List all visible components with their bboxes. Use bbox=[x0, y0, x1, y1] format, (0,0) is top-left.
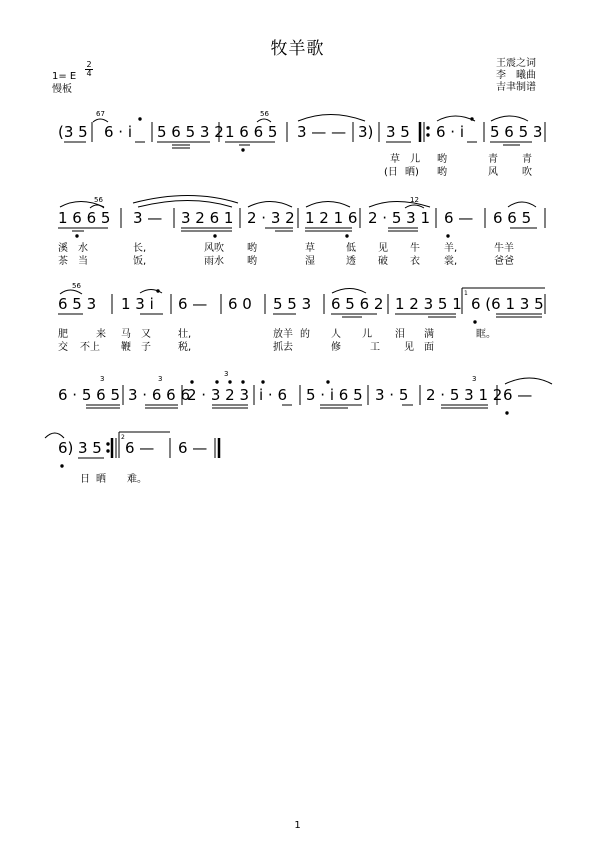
lyric-syllable: 抓去 bbox=[273, 342, 293, 353]
lyric-syllable: 马 bbox=[121, 329, 131, 340]
lyric-syllable: 低 bbox=[346, 243, 356, 254]
lyric-syllable: 饭, bbox=[133, 256, 147, 267]
svg-text:6 —: 6 — bbox=[178, 295, 208, 313]
lyric-syllable: 牛羊 bbox=[494, 243, 514, 254]
svg-text:3: 3 bbox=[100, 375, 105, 383]
lyric-syllable: 晒) bbox=[405, 167, 419, 178]
svg-text:3: 3 bbox=[472, 375, 477, 383]
svg-text:1 3 i: 1 3 i bbox=[121, 295, 154, 313]
svg-text:3 2 6 1: 3 2 6 1 bbox=[181, 209, 234, 227]
grace-note: 67 bbox=[96, 110, 105, 118]
lyric-syllable: 风吹 bbox=[204, 243, 224, 254]
lyric-syllable: 衣 bbox=[410, 256, 420, 267]
svg-text:6 —: 6 — bbox=[125, 439, 155, 457]
svg-text:3): 3) bbox=[358, 123, 374, 141]
score-line-5 bbox=[45, 432, 219, 467]
lyric-syllable: 羊, bbox=[444, 243, 458, 254]
lyric-syllable: 见 bbox=[404, 342, 414, 353]
svg-text:1 6 6 5: 1 6 6 5 bbox=[58, 209, 111, 227]
lyric-syllable: 来 bbox=[96, 329, 106, 340]
svg-text:2 · 5 3 1 2: 2 · 5 3 1 2 bbox=[426, 386, 503, 404]
svg-text:5 6 5 3: 5 6 5 3 bbox=[490, 123, 543, 141]
svg-text:1 6 6 5: 1 6 6 5 bbox=[225, 123, 278, 141]
lyricist: 王震之词 bbox=[496, 58, 536, 69]
svg-text:6): 6) bbox=[58, 439, 74, 457]
lyric-syllable: 裳, bbox=[444, 256, 458, 267]
svg-text:6 —: 6 — bbox=[178, 439, 208, 457]
lyric-syllable: 日 bbox=[80, 474, 90, 485]
svg-text:56: 56 bbox=[72, 282, 81, 290]
svg-text:2 · 5 3 1: 2 · 5 3 1 bbox=[368, 209, 431, 227]
lyric-syllable: 工 bbox=[370, 342, 380, 353]
svg-text:1: 1 bbox=[464, 290, 468, 297]
svg-text:2 · 3 2 3: 2 · 3 2 3 bbox=[187, 386, 250, 404]
svg-text:3 —: 3 — bbox=[133, 209, 163, 227]
svg-text:1 2 3 5 1: 1 2 3 5 1 bbox=[395, 295, 462, 313]
svg-text:3 5: 3 5 bbox=[386, 123, 410, 141]
svg-text:6 5 3: 6 5 3 bbox=[58, 295, 97, 313]
svg-text:5 6 5 3 2: 5 6 5 3 2 bbox=[157, 123, 224, 141]
lyric-syllable: 茶 bbox=[58, 256, 68, 267]
lyric-syllable: 长, bbox=[133, 243, 147, 254]
svg-text:6 · i: 6 · i bbox=[436, 123, 465, 141]
lyric-syllable: 吹 bbox=[522, 167, 532, 178]
lyric-syllable: 湿 bbox=[305, 256, 315, 267]
lyric-syllable: 面 bbox=[424, 342, 434, 353]
lyric-syllable: 鞭 bbox=[121, 342, 131, 353]
svg-text:56: 56 bbox=[260, 110, 269, 118]
svg-text:2 · 3 2: 2 · 3 2 bbox=[247, 209, 295, 227]
lyric-syllable: 哟 bbox=[247, 243, 257, 254]
lyric-syllable: 的 bbox=[300, 329, 310, 340]
svg-text:3 — —: 3 — — bbox=[297, 123, 347, 141]
lyric-syllable: 青 bbox=[522, 154, 532, 165]
svg-text:3 · 5: 3 · 5 bbox=[375, 386, 409, 404]
svg-text:3: 3 bbox=[224, 370, 229, 378]
score-line-1 bbox=[58, 110, 545, 151]
lyric-syllable: (日 bbox=[384, 167, 398, 178]
lyric-syllable: 不上 bbox=[80, 342, 100, 353]
lyric-syllable: 溪 bbox=[58, 243, 68, 254]
svg-text:6 · 5 6 5: 6 · 5 6 5 bbox=[58, 386, 121, 404]
composer: 李 曦曲 bbox=[496, 70, 536, 81]
lyric-syllable: 透 bbox=[346, 256, 356, 267]
lyric-syllable: 放羊 bbox=[273, 329, 293, 340]
lyric-syllable: 草 bbox=[305, 243, 315, 254]
svg-text:5 · i 6 5: 5 · i 6 5 bbox=[306, 386, 363, 404]
svg-text:6 (6 1 3 5: 6 (6 1 3 5 bbox=[471, 295, 544, 313]
lyric-syllable: 子 bbox=[141, 342, 151, 353]
svg-text:6 5 6 2: 6 5 6 2 bbox=[331, 295, 384, 313]
lyric-syllable: 当 bbox=[78, 256, 88, 267]
lyric-syllable: 爸爸 bbox=[494, 256, 514, 267]
lyric-syllable: 雨水 bbox=[204, 256, 224, 267]
lyric-syllable: 破 bbox=[378, 256, 388, 267]
lyric-syllable: 税, bbox=[178, 342, 192, 353]
svg-text:(3 5: (3 5 bbox=[58, 123, 88, 141]
lyric-syllable: 草 bbox=[390, 154, 400, 165]
score-line-4 bbox=[58, 370, 552, 414]
lyric-syllable: 满 bbox=[424, 329, 434, 340]
arranger: 吉聿制谱 bbox=[496, 82, 536, 93]
svg-text:5 5 3: 5 5 3 bbox=[273, 295, 312, 313]
svg-text:6 —: 6 — bbox=[503, 386, 533, 404]
lyric-syllable: 哟 bbox=[437, 167, 447, 178]
svg-text:56: 56 bbox=[94, 196, 103, 204]
lyric-syllable: 哟 bbox=[437, 154, 447, 165]
lyric-syllable: 见 bbox=[378, 243, 388, 254]
time-signature: $\frac{2}{4}$ bbox=[86, 60, 92, 78]
score-line-3 bbox=[58, 282, 545, 323]
lyric-syllable: 哟 bbox=[247, 256, 257, 267]
svg-text:1 2 1 6: 1 2 1 6 bbox=[305, 209, 358, 227]
lyric-syllable: 水 bbox=[78, 243, 88, 254]
svg-text:i · 6: i · 6 bbox=[259, 386, 288, 404]
lyric-syllable: 眶。 bbox=[476, 329, 496, 340]
svg-text:12: 12 bbox=[410, 196, 419, 204]
lyric-syllable: 儿 bbox=[362, 329, 372, 340]
svg-text:6 · i: 6 · i bbox=[104, 123, 133, 141]
svg-text:3 · 6 6 6: 3 · 6 6 6 bbox=[128, 386, 191, 404]
svg-text:2: 2 bbox=[121, 434, 125, 441]
lyric-syllable: 风 bbox=[488, 167, 498, 178]
page-number: 1 bbox=[294, 820, 301, 831]
song-title: 牧羊歌 bbox=[270, 39, 325, 59]
svg-text:3: 3 bbox=[158, 375, 163, 383]
svg-text:6 0: 6 0 bbox=[228, 295, 252, 313]
lyric-syllable: 肥 bbox=[58, 329, 68, 340]
lyric-syllable: 又 bbox=[141, 329, 151, 340]
svg-text:3 5: 3 5 bbox=[78, 439, 102, 457]
key-signature: 1= E bbox=[52, 71, 77, 82]
lyric-syllable: 晒 bbox=[96, 474, 106, 485]
lyric-syllable: 交 bbox=[58, 342, 68, 353]
svg-text:6 —: 6 — bbox=[444, 209, 474, 227]
lyric-syllable: 壮, bbox=[178, 329, 192, 340]
lyric-syllable: 人 bbox=[331, 329, 341, 340]
score-line-2 bbox=[58, 196, 545, 238]
svg-text:6 6 5: 6 6 5 bbox=[493, 209, 532, 227]
lyric-syllable: 泪 bbox=[395, 329, 405, 340]
lyric-syllable: 难。 bbox=[127, 474, 147, 485]
lyric-syllable: 牛 bbox=[410, 243, 420, 254]
lyric-syllable: 儿 bbox=[410, 154, 420, 165]
tempo-marking: 慢板 bbox=[52, 84, 72, 95]
lyric-syllable: 修 bbox=[331, 342, 341, 353]
lyric-syllable: 青 bbox=[488, 154, 498, 165]
